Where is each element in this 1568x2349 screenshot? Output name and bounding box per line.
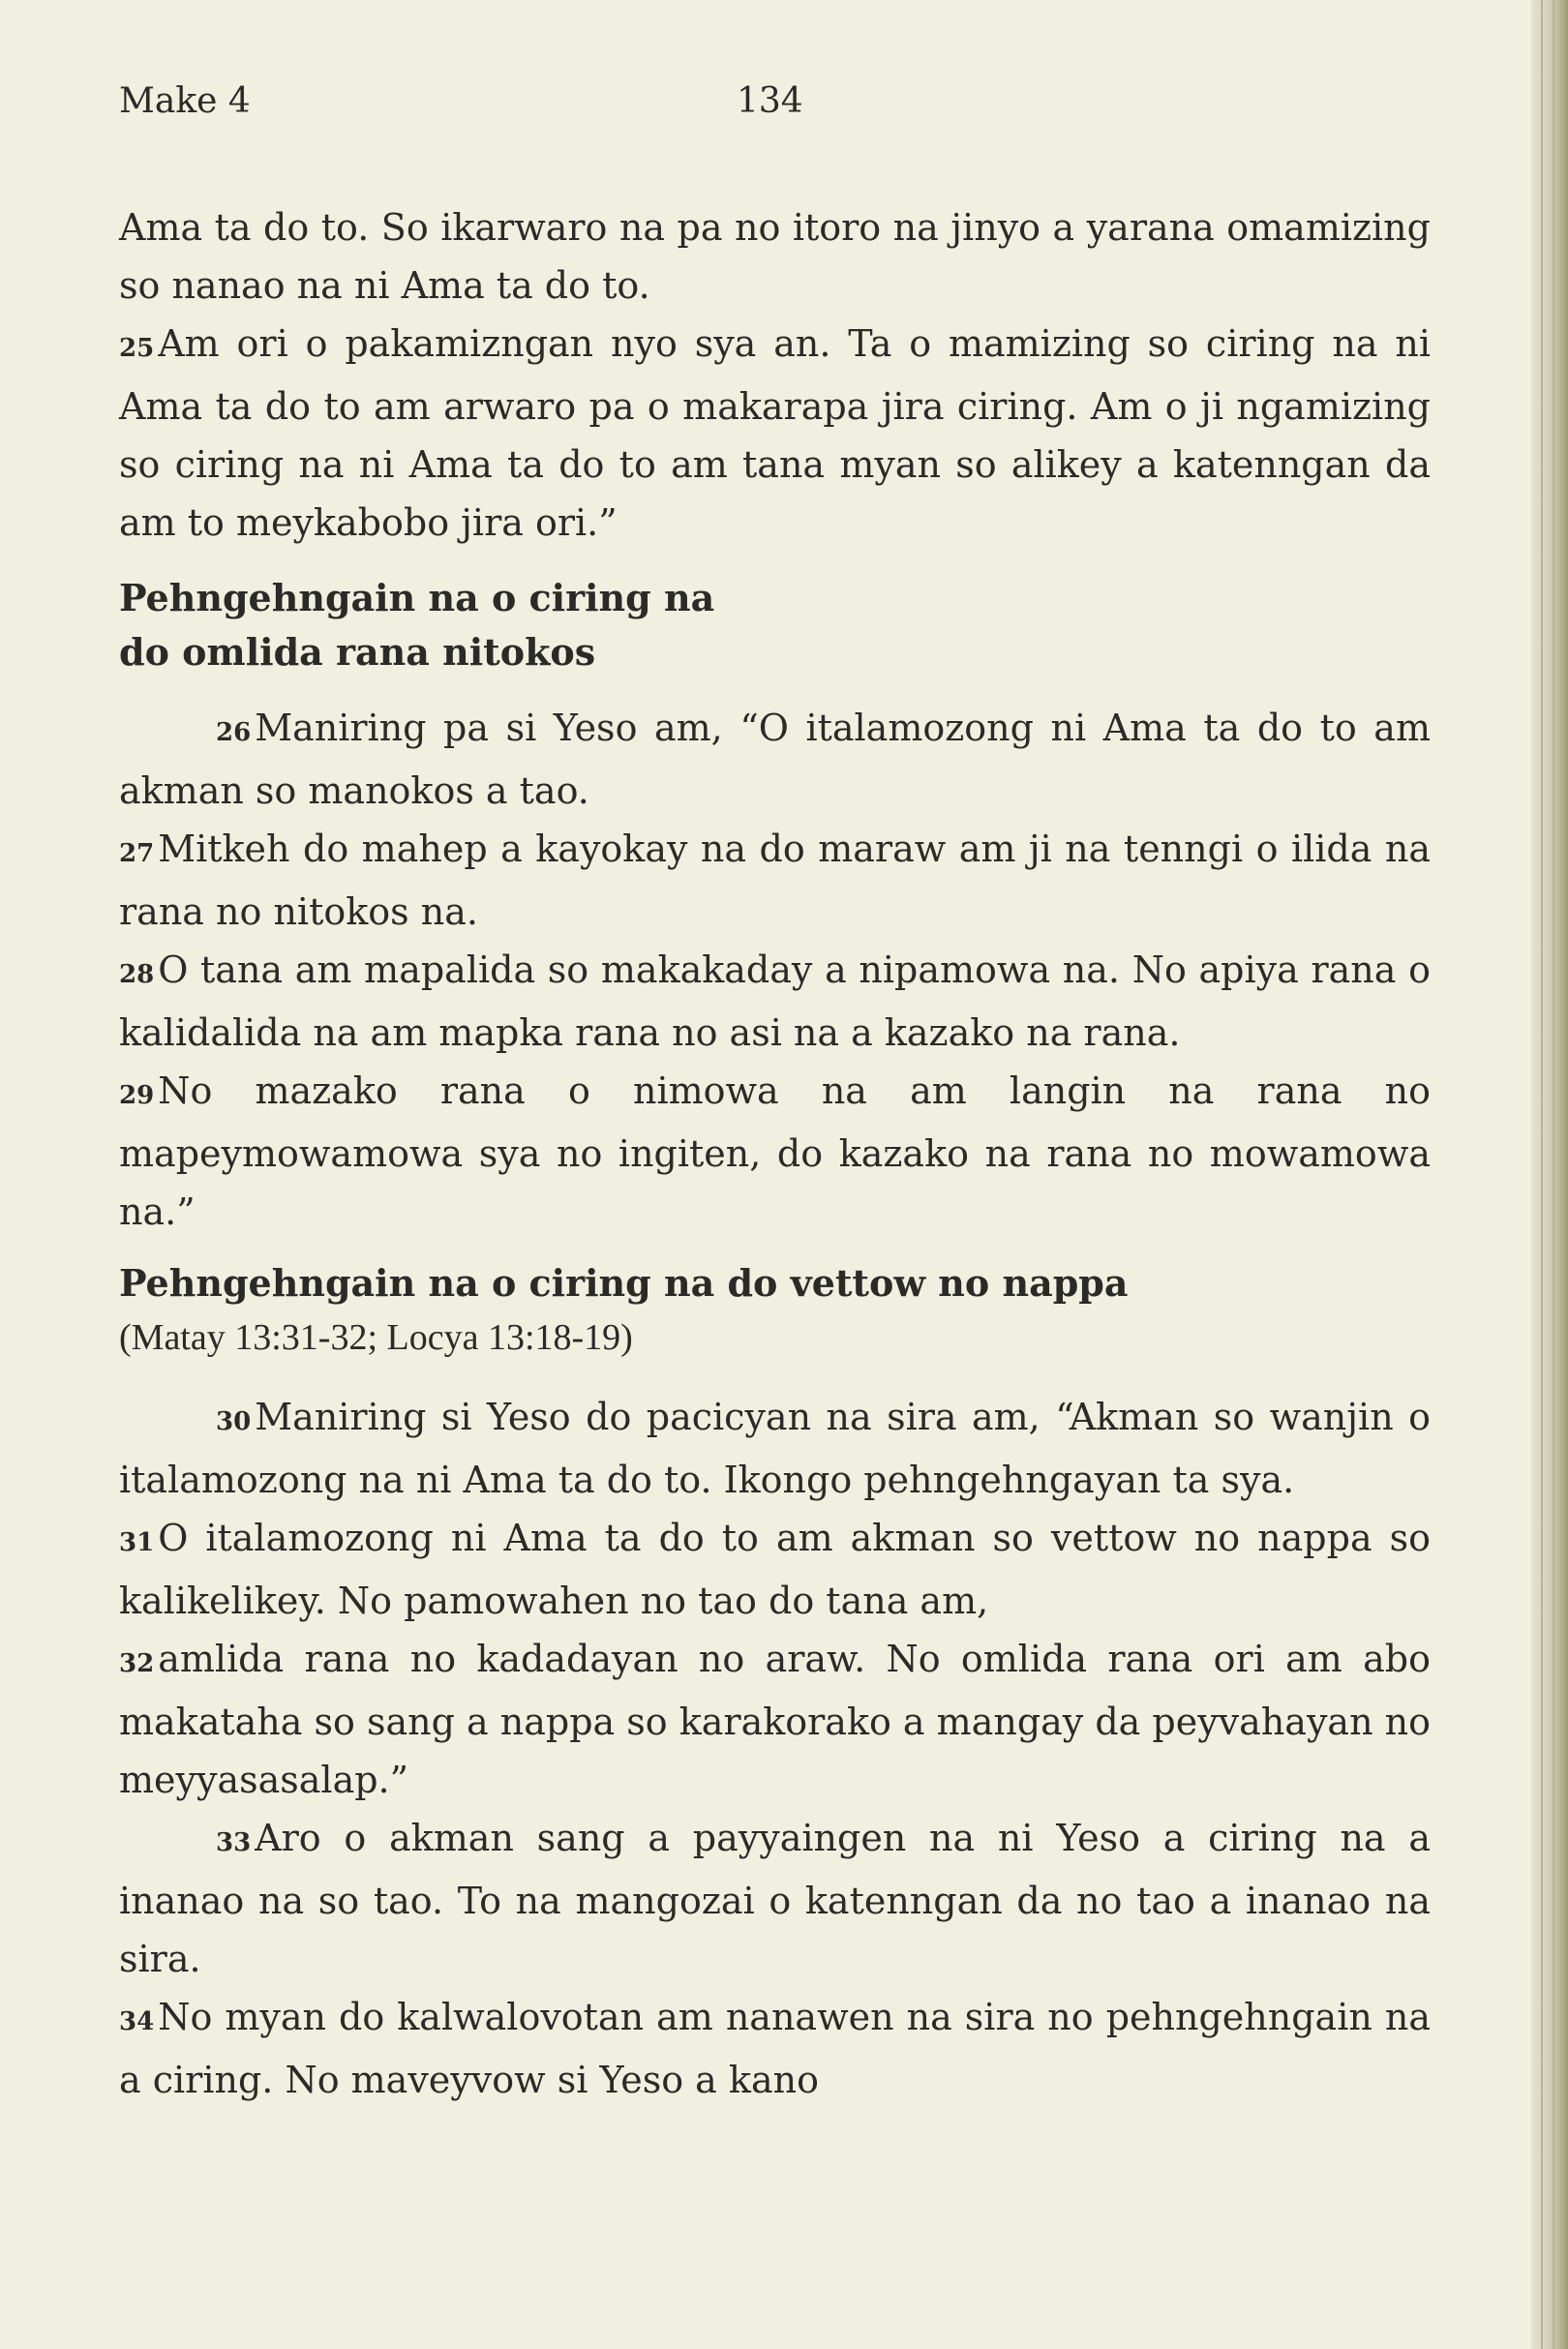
verse-25 [119,315,1431,552]
verse-number: 27 [119,839,155,868]
gutter-edge-line [1553,0,1554,2349]
verse-text: Mitkeh do mahep a kayokay na do maraw am ji na tenngi o ilida na rana no nitokos na. [119,828,1431,933]
page-gutter [1531,0,1568,2349]
heading-line: Pehngehngain na o ciring na [119,576,715,619]
verse-text: Aro o akman sang a payyaingen na ni Yeso a ciring na a inanao na so tao. To na mangozai o katenngan da no tao a inanao na sira. [119,1817,1431,1980]
verse-text: No myan do kalwalovotan am nanawen na sira no pehngehngain na a ciring. No maveyvow si Yeso a kano [119,1996,1431,2101]
gutter-edge-line [1541,0,1543,2349]
verse-text: O italamozong ni Ama ta do to am akman so vettow no nappa so kalikelikey. No pamowahen no tao do tana am, [119,1517,1431,1622]
verse-30 [119,1388,1431,1509]
verse-31 [119,1509,1431,1630]
verse-33 [119,1809,1431,1988]
verse-27 [119,820,1431,941]
scripture-text [119,198,1431,2109]
verse-number: 29 [119,1081,155,1110]
paragraph-continued: Ama ta do to. So ikarwaro na pa no itoro na jinyo a yarana omamizing so nanao na ni Ama ta do to. [119,206,1431,307]
verse-number: 26 [216,718,252,747]
verse-text: Am ori o pakamizngan nyo sya an. Ta o mamizing so ciring na ni Ama ta do to am arwaro pa o makarapa jira ciring. Am o ji ngamizing so ciring na ni Ama ta do to am tana myan so alikey a katenngan da am to meykabobo jira ori.” [119,322,1431,544]
verse-text: Maniring pa si Yeso am, “O italamozong ni Ama ta do to am akman so manokos a tao. [119,707,1431,812]
verse-number: 28 [119,960,155,989]
verse-34 [119,1988,1431,2109]
verse-number: 31 [119,1528,155,1557]
heading-line: do omlida rana nitokos [119,630,596,674]
verse-number: 30 [216,1407,252,1436]
running-header [119,81,1435,139]
page-number: 134 [737,81,803,121]
verse-29 [119,1062,1431,1241]
verse-text: O tana am mapalida so makakaday a nipamowa na. No apiya rana o kalidalida na am mapka rana no asi na a kazako na rana. [119,949,1431,1054]
verse-number: 33 [216,1828,252,1857]
verse-number: 25 [119,334,155,363]
verse-text: Maniring si Yeso do pacicyan na sira am, “Akman so wanjin o italamozong na ni Ama ta do to. Ikongo pehngehngayan ta sya. [119,1396,1431,1501]
verse-28 [119,941,1431,1062]
verse-number: 34 [119,2007,155,2036]
cross-reference: (Matay 13:31-32; Locya 13:18-19) [119,1317,633,1358]
verse-text: amlida rana no kadadayan no araw. No omlida rana ori am abo makataha so sang a nappa so karakorako a mangay da peyvahayan no meyyasasalap.” [119,1638,1431,1801]
verse-number: 32 [119,1649,155,1678]
section-heading: Pehngehngain na o ciring na do vettow no nappa [119,1261,1129,1305]
verse-text: No mazako rana o nimowa na am langin na rana no mapeymowamowa sya no ingiten, do kazako na rana no mowamowa na.” [119,1069,1431,1233]
section-heading [119,571,1431,679]
verse-32 [119,1630,1431,1809]
verse-26 [119,699,1431,820]
book-chapter-label: Make 4 [119,81,251,121]
